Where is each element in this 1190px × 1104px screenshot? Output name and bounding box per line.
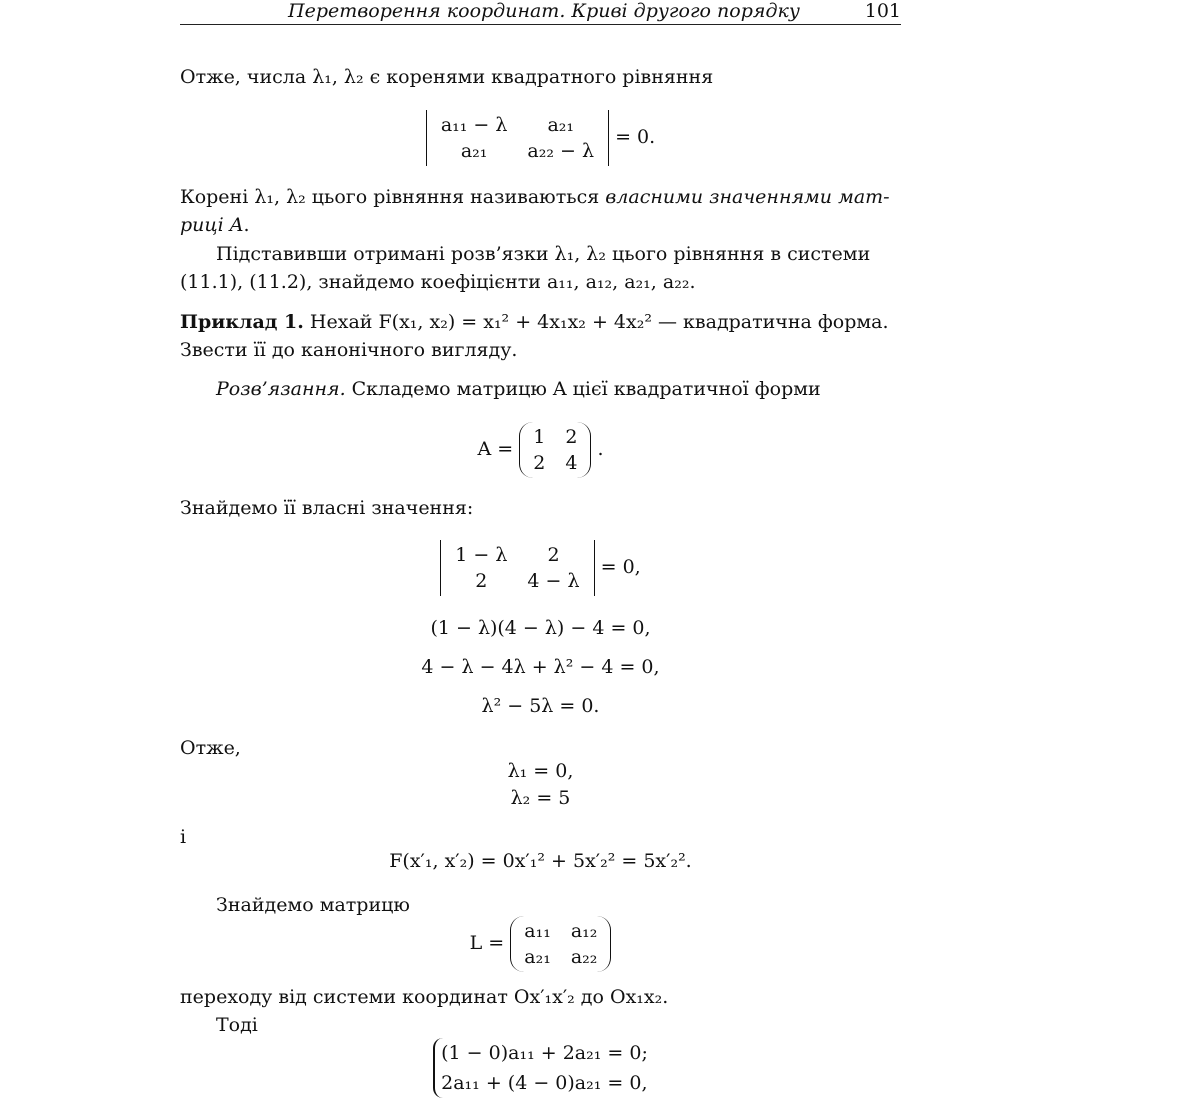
matrix-cell: a₂₁	[524, 946, 551, 968]
paragraph-transition: переходу від системи координат Ox′₁x′₂ до Ox₁x₂.	[180, 986, 669, 1008]
matrix-a	[519, 422, 591, 478]
determinant-symbolic	[426, 110, 609, 166]
equation-rhs: = 0.	[615, 126, 656, 148]
matrix-l-lhs: L =	[469, 932, 505, 954]
paragraph-roots-intro: Отже, числа λ₁, λ₂ є коренями квадратного рівняння	[180, 66, 714, 88]
lambda1-value: λ₁ = 0,	[507, 760, 574, 782]
det-cell: a₂₁	[460, 140, 488, 162]
matrix-cell: 2	[565, 426, 578, 448]
conjunction-and: і	[180, 826, 187, 848]
matrix-cell: a₁₂	[570, 920, 598, 942]
eigen-def-term: власними значеннями мат-	[605, 186, 890, 208]
example-heading	[180, 311, 889, 333]
equation-rhs: = 0,	[600, 556, 641, 578]
linear-system	[180, 1038, 901, 1098]
det-cell: 4 − λ	[527, 570, 580, 592]
numeric-determinant-equation	[180, 540, 901, 596]
characteristic-equation	[180, 110, 901, 166]
matrix-l	[510, 916, 611, 972]
det-cell: 2	[475, 570, 488, 592]
solution-intro	[216, 378, 821, 400]
paragraph-then: Тоді	[216, 1014, 258, 1036]
system-equation-2: 2a₁₁ + (4 − 0)a₂₁ = 0,	[441, 1072, 648, 1094]
page-number: 101	[864, 0, 901, 22]
paragraph-eigen-def-cont	[180, 214, 250, 236]
det-cell: a₂₁	[547, 114, 574, 136]
system-brace	[433, 1038, 648, 1098]
matrix-l-equation	[180, 916, 901, 972]
det-cell: a₁₁ − λ	[440, 114, 508, 136]
paragraph-eigen-def	[180, 186, 890, 208]
example-statement: Нехай F(x₁, x₂) = x₁² + 4x₁x₂ + 4x₂² — квадратична форма.	[303, 311, 889, 333]
system-equation-1: (1 − 0)a₁₁ + 2a₂₁ = 0;	[441, 1042, 648, 1064]
example-label: Приклад 1.	[180, 311, 304, 333]
paragraph-therefore: Отже,	[180, 737, 241, 759]
solution-label: Розв’язання.	[216, 378, 346, 400]
header-title: Перетворення координат. Криві другого порядку	[288, 0, 800, 22]
equation-quadratic: λ² − 5λ = 0.	[481, 695, 600, 717]
matrix-cell: 1	[533, 426, 546, 448]
det-cell: 1 − λ	[455, 544, 508, 566]
det-cell: a₂₂ − λ	[527, 140, 595, 162]
matrix-a-equation	[180, 422, 901, 478]
solution-text: Складемо матрицю A цієї квадратичної форми	[345, 378, 821, 400]
matrix-a-lhs: A =	[477, 438, 514, 460]
equation-simplify: 4 − λ − 4λ + λ² − 4 = 0,	[421, 656, 660, 678]
eigen-def-text: Корені λ₁, λ₂ цього рівняння називаються	[180, 186, 606, 208]
example-task: Звести її до канонічного вигляду.	[180, 339, 518, 361]
paragraph-substitute: Підставивши отримані розв’язки λ₁, λ₂ цього рівняння в системи	[216, 243, 871, 265]
matrix-a-end: .	[597, 438, 604, 460]
matrix-cell: a₁₁	[524, 920, 551, 942]
paragraph-find-matrix: Знайдемо матрицю	[216, 894, 410, 916]
equation-expand: (1 − λ)(4 − λ) − 4 = 0,	[430, 617, 651, 639]
eigen-def-term-cont: риці A	[180, 214, 244, 236]
det-cell: 2	[547, 544, 560, 566]
eigen-def-end: .	[243, 214, 250, 236]
paragraph-substitute-cont: (11.1), (11.2), знайдемо коефіцієнти a₁₁, a₁₂, a₂₁, a₂₂.	[180, 271, 696, 293]
matrix-cell: 2	[533, 452, 546, 474]
canonical-form-equation: F(x′₁, x′₂) = 0x′₁² + 5x′₂² = 5x′₂².	[389, 850, 692, 872]
paragraph-find-eigen: Знайдемо її власні значення:	[180, 497, 474, 519]
determinant-numeric	[440, 540, 594, 596]
matrix-cell: a₂₂	[570, 946, 598, 968]
matrix-cell: 4	[565, 452, 578, 474]
running-header	[180, 0, 901, 25]
lambda2-value: λ₂ = 5	[510, 787, 571, 809]
